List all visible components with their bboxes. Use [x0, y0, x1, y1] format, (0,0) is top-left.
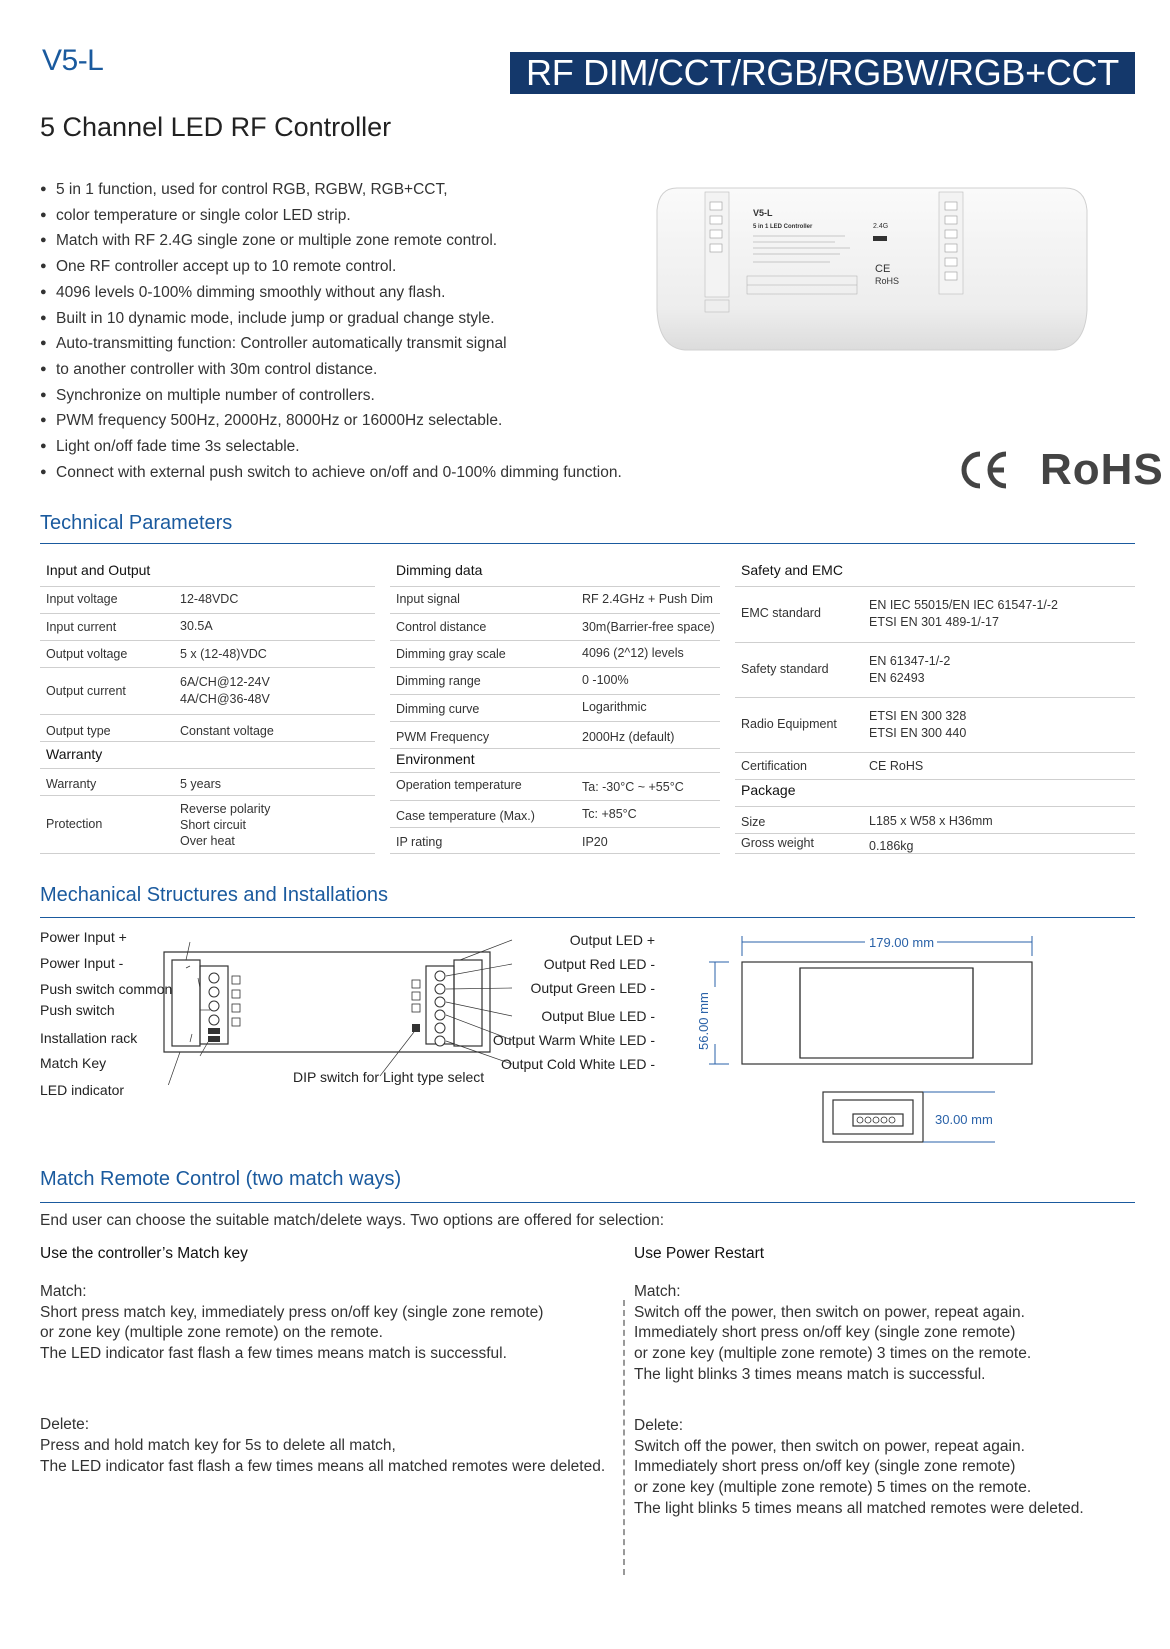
instruction-line: Switch off the power, then switch on power, repeat again.	[634, 1437, 1025, 1455]
feature-item: ● Light on/off fade time 3s selectable.	[40, 434, 680, 460]
feature-item: ● One RF controller accept up to 10 remote control.	[40, 254, 680, 280]
instruction-line: or zone key (multiple zone remote) 3 times on the remote.	[634, 1345, 1032, 1363]
modes-banner: RF DIM/CCT/RGB/RGBW/RGB+CCT	[510, 52, 1135, 94]
section-divider	[40, 543, 1135, 544]
label-output-green: Output Green LED -	[530, 980, 655, 996]
feature-item: ● Auto-transmitting function: Controller automatically transmit signal	[40, 331, 680, 357]
match-option-match-key	[40, 1244, 610, 1477]
feature-list	[40, 177, 680, 485]
dimension-height: 30.00 mm	[935, 1112, 993, 1127]
feature-item-continuation: ● to another controller with 30m control distance.	[40, 357, 680, 383]
label-match-key: Match Key	[40, 1055, 107, 1071]
instruction-line: or zone key (multiple zone remote) 5 times on the remote.	[634, 1479, 1032, 1497]
feature-item-continuation: ● color temperature or single color LED strip.	[40, 203, 680, 229]
match-title: Match:	[634, 1282, 681, 1300]
label-output-cold-white: Output Cold White LED -	[500, 1056, 655, 1072]
table-row: PWM Frequency 2000Hz (default)	[390, 722, 720, 749]
column-divider	[623, 1300, 625, 1575]
table-row: Gross weight 0.186kg	[735, 834, 1135, 854]
instruction-line: The light blinks 3 times means match is successful.	[634, 1365, 986, 1383]
label-dip-switch: DIP switch for Light type select	[293, 1069, 485, 1085]
table-row: Input voltage 12-48VDC	[40, 587, 375, 614]
section-title-mech: Mechanical Structures and Installations	[40, 884, 388, 906]
label-push-switch-common: Push switch common	[40, 981, 173, 997]
feature-item: ● Connect with external push switch to achieve on/off and 0-100% dimming function.	[40, 460, 680, 486]
page-subtitle: 5 Channel LED RF Controller	[40, 112, 392, 142]
table-header: Environment	[390, 749, 720, 773]
label-power-input-minus: Power Input -	[40, 955, 124, 971]
section-divider	[40, 1202, 1135, 1203]
table-header: Input and Output	[40, 562, 375, 587]
controller-top-view-diagram	[150, 930, 530, 1085]
table-row: Dimming gray scale 4096 (2^12) levels	[390, 641, 720, 668]
table-row: Case temperature (Max.) Tc: +85°C	[390, 801, 720, 828]
product-label-rf: 2.4G	[873, 223, 889, 230]
table-row: EMC standard EN IEC 55015/EN IEC 61547-1/-2 ETSI EN 301 489-1/-17	[735, 587, 1135, 643]
table-row: Input signal RF 2.4GHz + Push Dim	[390, 587, 720, 614]
instruction-line: The LED indicator fast flash a few times means all matched remotes were deleted.	[40, 1457, 606, 1475]
ce-mark-icon	[958, 448, 1010, 492]
instruction-line: The light blinks 5 times means all matched remotes were deleted.	[634, 1499, 1084, 1517]
feature-item: ● PWM frequency 500Hz, 2000Hz, 8000Hz or 16000Hz selectable.	[40, 408, 680, 434]
feature-item: ● Match with RF 2.4G single zone or multiple zone remote control.	[40, 228, 680, 254]
label-output-warm-white: Output Warm White LED -	[492, 1032, 655, 1048]
dimension-width: 56.00 mm	[696, 992, 711, 1050]
table-row: Dimming range 0 -100%	[390, 668, 720, 695]
table-row: Output current 6A/CH@12-24V 4A/CH@36-48V	[40, 668, 375, 715]
delete-title: Delete:	[634, 1416, 684, 1434]
instruction-line: Immediately short press on/off key (single zone remote)	[634, 1324, 1016, 1342]
table-row: Dimming curve Logarithmic	[390, 695, 720, 722]
table-row: Output voltage 5 x (12-48)VDC	[40, 641, 375, 668]
label-output-led-plus: Output LED +	[569, 932, 655, 948]
label-led-indicator: LED indicator	[40, 1082, 125, 1098]
label-push-switch: Push switch	[40, 1002, 115, 1018]
table-row: Warranty 5 years	[40, 769, 375, 796]
match-option-power-restart	[634, 1244, 1134, 1520]
section-title-tech: Technical Parameters	[40, 512, 233, 534]
label-installation-rack: Installation rack	[40, 1030, 138, 1046]
table-header: Warranty	[40, 742, 375, 769]
match-intro: End user can choose the suitable match/delete ways. Two options are offered for selection:	[40, 1212, 665, 1229]
feature-item: ● 4096 levels 0-100% dimming smoothly without any flash.	[40, 280, 680, 306]
table-row: Radio Equipment ETSI EN 300 328 ETSI EN 300 440	[735, 698, 1135, 753]
table-row: Control distance 30m(Barrier-free space)	[390, 614, 720, 641]
delete-title: Delete:	[40, 1415, 90, 1433]
product-label-ce: CE	[875, 263, 891, 275]
match-title: Match:	[40, 1282, 87, 1300]
product-label-model: V5-L	[753, 208, 773, 218]
dimension-length: 179.00 mm	[869, 935, 935, 950]
table-row: Output type Constant voltage	[40, 715, 375, 742]
feature-item: ● Built in 10 dynamic mode, include jump or gradual change style.	[40, 306, 680, 332]
instruction-line: Switch off the power, then switch on power, repeat again.	[634, 1303, 1025, 1321]
section-title-match: Match Remote Control (two match ways)	[40, 1168, 402, 1190]
feature-item: ● 5 in 1 function, used for control RGB, RGBW, RGB+CCT,	[40, 177, 680, 203]
model-name: V5-L	[42, 44, 104, 77]
table-row: Input current 30.5A	[40, 614, 375, 641]
label-output-blue: Output Blue LED -	[541, 1008, 655, 1024]
instruction-line: or zone key (multiple zone remote) on the remote.	[40, 1324, 383, 1342]
table-row: Operation temperature Ta: -30°C ~ +55°C	[390, 773, 720, 801]
product-label-name: 5 in 1 LED Controller	[753, 224, 813, 230]
option-heading: Use Power Restart	[634, 1245, 765, 1262]
instruction-line: Press and hold match key for 5s to delete all match,	[40, 1436, 396, 1454]
rohs-logo: RoHS	[1040, 445, 1164, 494]
table-row: IP rating IP20	[390, 828, 720, 854]
product-label-rohs: RoHS	[875, 276, 900, 286]
instruction-line: Short press match key, immediately press on/off key (single zone remote)	[40, 1303, 544, 1321]
table-row: Protection Reverse polarity Short circuit Over heat	[40, 796, 375, 854]
label-power-input-plus: Power Input +	[40, 929, 127, 945]
option-heading: Use the controller’s Match key	[40, 1245, 248, 1262]
product-image	[655, 180, 1089, 353]
table-header: Safety and EMC	[735, 562, 1135, 587]
table-row: Size L185 x W58 x H36mm	[735, 807, 1135, 834]
label-output-red: Output Red LED -	[543, 956, 655, 972]
section-divider	[40, 917, 1135, 918]
table-header: Package	[735, 780, 1135, 807]
table-row: Certification CE RoHS	[735, 753, 1135, 780]
table-header: Dimming data	[390, 562, 720, 587]
instruction-line: The LED indicator fast flash a few times means match is successful.	[40, 1345, 507, 1363]
instruction-line: Immediately short press on/off key (single zone remote)	[634, 1458, 1016, 1476]
dimension-diagram	[705, 932, 1070, 1147]
table-row: Safety standard EN 61347-1/-2 EN 62493	[735, 643, 1135, 698]
feature-item: ● Synchronize on multiple number of controllers.	[40, 383, 680, 409]
